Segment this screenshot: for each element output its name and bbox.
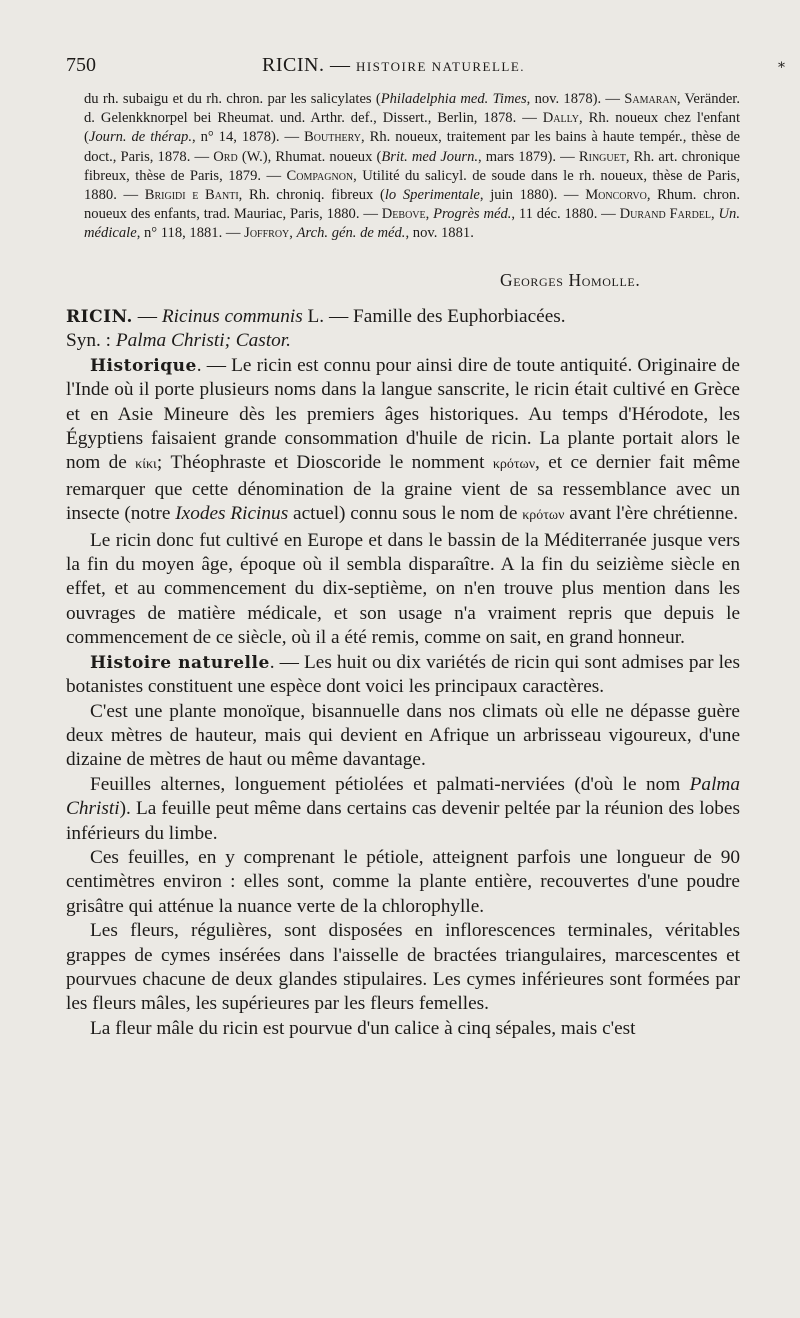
bibliography-text: du rh. subaigu et du rh. chron. par les salicylates (Philadelphia med. Times, nov. 1878). — Samaran, Veränder. d. Gelenkknorpel bei Rheumat. und. Arthr. def., Dissert., Berlin, 1878. — Dally, Rh. noueux chez l'enfant (Journ. de thérap., n° 14, 1878). — Bouthery, Rh. noueux, traitement par les bains à haute tempér., thèse de doct., Paris, 1878. — Ord (W.), Rhumat. noueux (Brit. med Journ., mars 1879). — Ringuet, Rh. art. chronique fibreux, thèse de Paris, 1879. — Compagnon, Utilité du salicyl. de soude dans le rh. noueux, thèse de Paris, 1880. — Brigidi e Banti, Rh. chroniq. fibreux (lo Sperimentale, juin 1880). — Moncorvo, Rhum. chron. noueux des enfants, trad. Mauriac, Paris, 1880. — Debove, Progrès méd., 11 déc. 1880. — Durand Fardel, Un. médicale, n° 118, 1881. — Joffroy, Arch. gén. de méd., nov. 1881.	[84, 91, 741, 242]
article-body	[66, 305, 740, 1041]
latin-name: Ricinus communis	[161, 306, 303, 327]
running-header	[66, 54, 785, 82]
paragraph-historique: Historique. — Le ricin est connu pour ainsi dire de toute antiquité. Originaire de l'Inde où il porte plusieurs noms dans la langue sanscrite, le ricin était cultivé en Grèce et en Asie Mineure dès les premiers âges historiques. Au temps d'Hérodote, les Égyptiens faisaient grande consommation d'huile de ricin. La plante portait alors le nom de κίκι; Théophraste et Dioscoride le nomment κρότων, et ce dernier fait même remarquer que cette dénomination de la graine vient de sa ressemblance avec un insecte (notre Ixodes Ricinus actuel) connu sous le nom de κρότων avant l'ère chrétienne.	[66, 354, 740, 525]
entry-title: RICIN.	[66, 307, 133, 327]
header-subtitle: HISTOIRE NATURELLE.	[355, 59, 526, 74]
paragraph: La fleur mâle du ricin est pourvue d'un calice à cinq sépales, mais c'est	[90, 1017, 636, 1039]
running-title: RICIN. — HISTOIRE NATURELLE.	[262, 54, 526, 76]
paragraph: C'est une plante monoïque, bisannuelle dans nos climats où elle ne dépasse guère deux mètres de hauteur, mais qui devient en Afrique un arbrisseau vigoureux, d'une dizaine de mètres de haut ou même davantage.	[66, 700, 740, 771]
paragraph: Le ricin donc fut cultivé en Europe et dans le bassin de la Méditerranée jusque vers la fin du moyen âge, époque où il sembla disparaître. A la fin du seizième siècle en effet, et au commencement du dix-septième, on n'en trouve plus mention dans les ouvrages de matière médicale, et son usage n'a vraiment repris que depuis le commencement de ce siècle, où il a été remis, comme on sait, en grand honneur.	[66, 529, 740, 649]
article-heading: RICIN. — Ricinus communis L. — Famille des Euphorbiacées.	[66, 306, 566, 327]
paragraph: Ces feuilles, en y comprenant le pétiole, atteignent parfois une longueur de 90 centimètres environ : elles sont, comme la plante entière, recouvertes d'une poudre grisâtre qui atténue la nuance verte de la chlorophylle.	[66, 846, 740, 917]
header-title: RICIN.	[262, 54, 325, 76]
section-label-historique: Historique	[90, 355, 197, 376]
section-label-histoire-naturelle: Histoire naturelle	[90, 652, 270, 673]
bibliography-block	[84, 90, 740, 244]
page-number: 750	[66, 54, 96, 76]
author-signature: Georges Homolle.	[500, 270, 641, 290]
paragraph: Feuilles alternes, longuement pétiolées et palmati-nerviées (d'où le nom Palma Christi). La feuille peut même dans certains cas devenir peltée par la réunion des lobes inférieurs du limbe.	[66, 773, 740, 844]
synonyms-line: Syn. : Palma Christi; Castor.	[66, 330, 291, 352]
corner-mark: *	[778, 60, 785, 76]
paragraph: Les fleurs, régulières, sont disposées en inflorescences terminales, véritables grappes de cymes insérées dans l'aisselle de bractées triangulaires, marcescentes et pourvues chacune de deux glandes stipulaires. Les cymes inférieures sont formées par les fleurs mâles, les supérieures par les fleurs femelles.	[66, 920, 740, 1015]
paragraph-histoire-naturelle: Histoire naturelle. — Les huit ou dix variétés de ricin qui sont admises par les botanistes constituent une espèce dont voici les principaux caractères.	[66, 651, 740, 698]
